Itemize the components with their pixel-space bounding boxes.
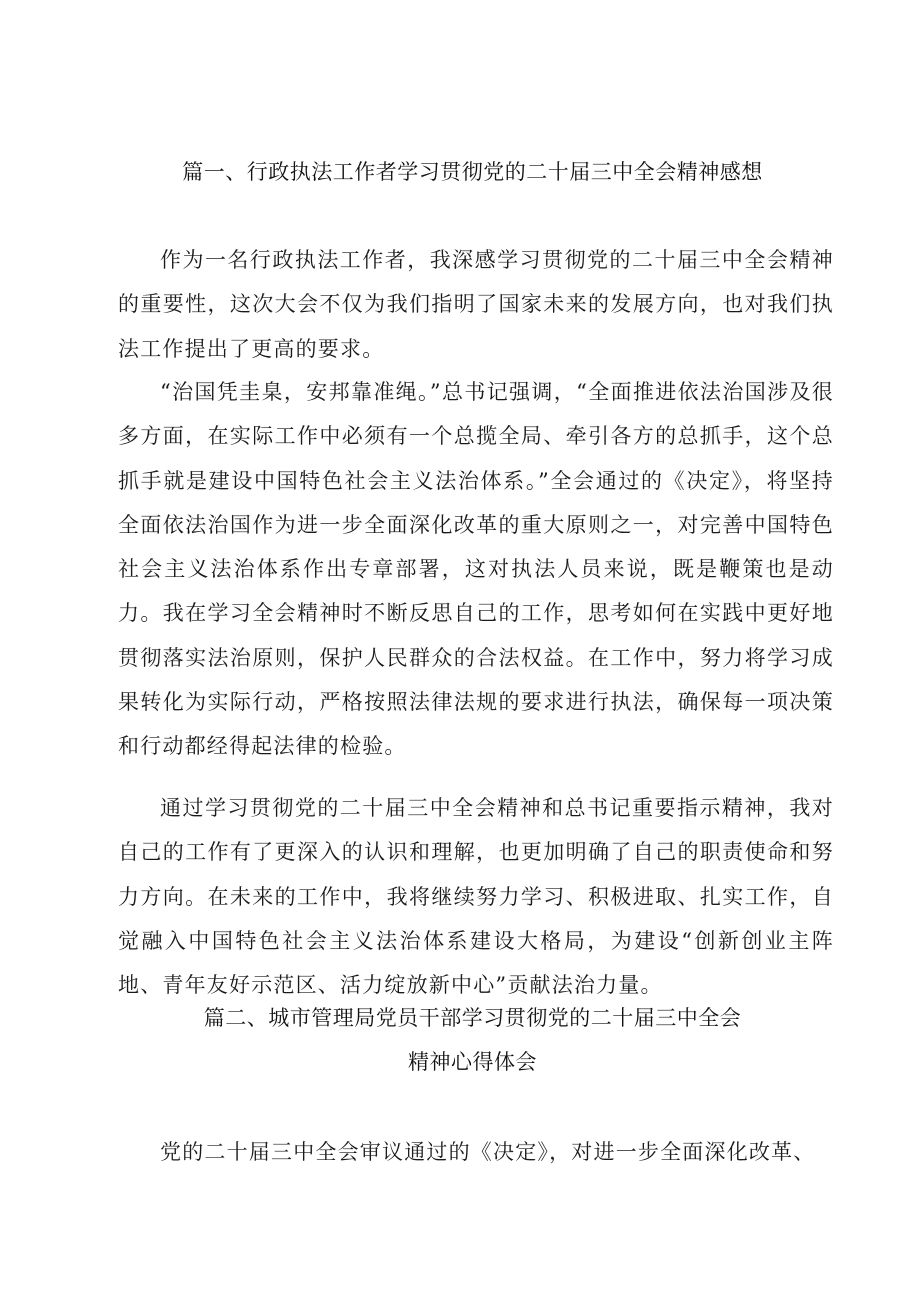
section2-title-line-1: 篇二、城市管理局党员干部学习贯彻党的二十届三中全会 <box>203 1006 742 1030</box>
section2-title <box>110 996 835 1084</box>
section1-title: 篇一、行政执法工作者学习贯彻党的二十届三中全会精神感想 <box>182 160 763 184</box>
section1-paragraph-3: 通过学习贯彻党的二十届三中全会精神和总书记重要指示精神，我对自己的工作有了更深入的认识和理解，也更加明确了自己的职责使命和努力方向。在未来的工作中，我将继续努力学习、积极进取、扎实工作，自觉融入中国特色社会主义法治体系建设大格局，为建设“创新创业主阵地、青年友好示范区、活力绽放新中心”贡献法治力量。 <box>118 796 834 998</box>
section1-paragraph-2: “治国凭圭臬，安邦靠准绳。”总书记强调，“全面推进依法治国涉及很多方面，在实际工作中必须有一个总揽全局、牵引各方的总抓手，这个总抓手就是建设中国特色社会主义法治体系。”全会通过的《决定》，将坚持全面依法治国作为进一步全面深化改革的重大原则之一，对完善中国特色社会主义法治体系作出专章部署，这对执法人员来说，既是鞭策也是动力。我在学习全会精神时不断反思自己的工作，思考如何在实践中更好地贯彻落实法治原则，保护人民群众的合法权益。在工作中，努力将学习成果转化为实际行动，严格按照法律法规的要求进行执法，确保每一项决策和行动都经得起法律的检验。 <box>118 380 834 759</box>
section1-paragraph-1: 作为一名行政执法工作者，我深感学习贯彻党的二十届三中全会精神的重要性，这次大会不仅为我们指明了国家未来的发展方向，也对我们执法工作提出了更高的要求。 <box>118 248 834 361</box>
section2-paragraph-1: 党的二十届三中全会审议通过的《决定》，对进一步全面深化改革、 <box>160 1140 816 1164</box>
section2-title-line-2: 精神心得体会 <box>408 1050 537 1074</box>
